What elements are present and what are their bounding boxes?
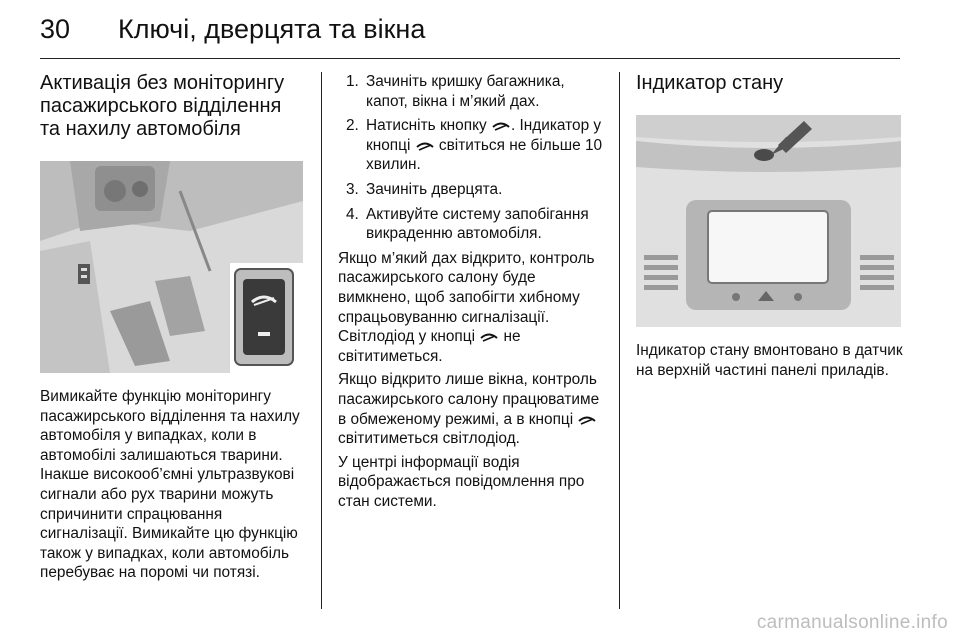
list-item: 3. Зачиніть дверцята. [346, 180, 503, 198]
dashboard-indicator-illustration [636, 115, 901, 327]
page-title: Ключі, дверцята та вікна [118, 14, 426, 44]
car-tilt-icon [491, 120, 511, 132]
list-item: 1. Зачиніть кришку багажника, капот, вікна і м’який дах. [346, 73, 565, 110]
car-tilt-icon [479, 331, 499, 343]
interior-button-illustration [40, 161, 303, 373]
column-divider-2 [619, 72, 620, 609]
steps-list [338, 72, 608, 244]
column-left [40, 72, 305, 583]
car-tilt-icon [415, 140, 435, 152]
column-divider-1 [321, 72, 322, 609]
section-heading-status-indicator: Індикатор стану [636, 72, 784, 94]
page-number: 30 [40, 14, 71, 44]
column-right [636, 72, 904, 380]
car-tilt-icon [577, 414, 597, 426]
header-divider [40, 58, 900, 59]
column-middle [338, 72, 608, 511]
paragraph-monitoring-info: Вимикайте функцію моніторингу пасажирського відділення та нахилу автомобіля у випадках, коли в автомобілі залишаються тварини. Інакше високооб’ємні ультразвукові сигнали або рух тварини можуть спричинити спрацювання сигналізації. Вимикайте цю функцію також у випадках, коли автомобіль перебуває на поромі чи потязі. [40, 388, 300, 582]
page-header [0, 0, 960, 62]
paragraph-windows-open: Якщо відкрито лише вікна, контроль пасажирського салону працюватиме в обмеженому режимі, а в кнопці світитиметься світлодіод. [338, 371, 600, 448]
list-item: 4. Активуйте систему запобігання викраденню автомобіля. [346, 205, 589, 243]
paragraph-soft-top: Якщо м’який дах відкрито, контроль пасажирського салону буде вимкнено, щоб запобігти хибному спрацьовуванню сигналізації. Світлодіод у кнопці не світитиметься. [338, 249, 595, 365]
paragraph-status-indicator: Індикатор стану вмонтовано в датчик на верхній частині панелі приладів. [636, 342, 903, 379]
section-heading-monitoring: Активація без моніторингу пасажирського відділення та нахилу автомобіля [40, 72, 285, 140]
list-item: 2. Натисніть кнопку . Індикатор у кнопці світиться не більше 10 хвилин. [346, 117, 603, 174]
paragraph-driver-info: У центрі інформації водія відображається повідомлення про стан системи. [338, 453, 585, 510]
watermark: carmanualsonline.info [756, 612, 948, 633]
